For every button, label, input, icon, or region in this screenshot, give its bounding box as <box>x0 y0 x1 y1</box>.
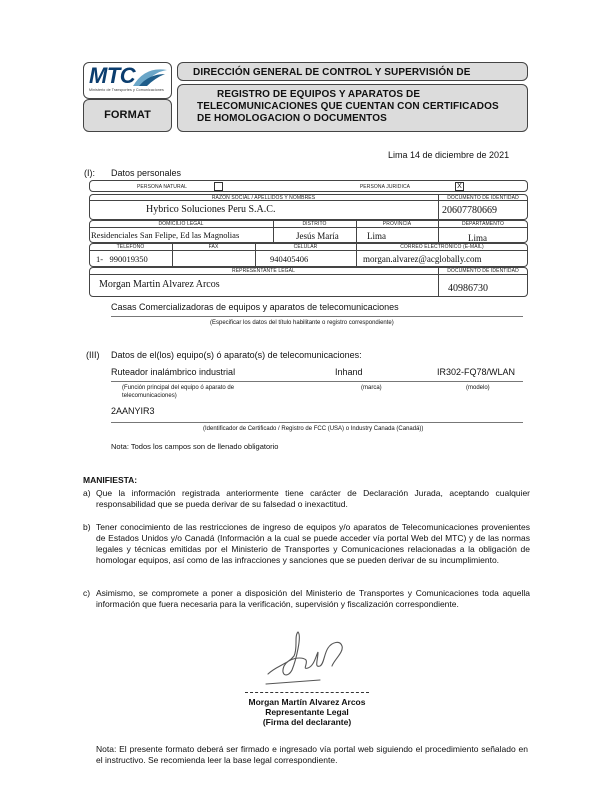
domicilio-label: DOMICILIO LEGAL <box>158 221 204 227</box>
equipment-underline <box>111 381 523 382</box>
section1-title: Datos personales <box>111 168 182 178</box>
title-line-1: REGISTRO DE EQUIPOS Y APARATOS DE <box>217 89 421 100</box>
document-date: Lima 14 de diciembre de 2021 <box>388 150 510 160</box>
provincia-value: Lima <box>367 231 386 241</box>
item-b-text: Tener conocimiento de las restricciones de ingreso de equipos y/o aparatos de Telecomunicaciones provenientes de Estados Unidos y/o Canadá (Información a la cual se puede acceder vía portal Web del MTC) y de las normas legales y técnicas emitidas por el Ministerio de Transportes y Comunicaciones relacionadas a la obligación de homologar equipos, así como de las infracciones y sanciones que se pueden derivar de su incumplimiento. <box>96 522 530 565</box>
section3-number: (III) <box>86 350 100 360</box>
certificate-id: 2AANYIR3 <box>111 406 155 416</box>
departamento-value: Lima <box>468 233 487 243</box>
representante-divider <box>89 274 528 275</box>
persona-natural-checkbox[interactable] <box>214 182 223 191</box>
format-label: FORMAT <box>104 109 151 121</box>
signer-note: (Firma del declarante) <box>262 717 352 727</box>
razon-social-value: Hybrico Soluciones Peru S.A.C. <box>146 204 276 215</box>
titulo-habilitante-value: Casas Comercializadoras de equipos y aparatos de telecomunicaciones <box>111 302 399 312</box>
correo-label: CORREO ELECTRÓNICO (E-MAIL) <box>400 244 484 250</box>
function-note: (Función principal del equipo ó aparato de telecomunicaciones) <box>122 385 235 399</box>
item-a-text: Que la información registrada anteriormente tiene carácter de Declaración Jurada, aceptando cualquier responsabilidad que se pueda derivar de su falsedad o inexactitud. <box>96 488 530 509</box>
signature <box>258 626 358 688</box>
razon-social-label: RAZÓN SOCIAL / APELLIDOS Y NOMBRES <box>211 195 316 201</box>
certificate-note: (Identificador de Certificado / Registro de FCC (USA) o Industry Canada (Canadá)) <box>203 426 424 432</box>
celular-value: 940405406 <box>270 254 309 264</box>
section1-number: (I): <box>84 168 95 178</box>
mandatory-note: Nota: Todos los campos son de llenado obligatorio <box>111 442 279 451</box>
equipment-brand: Inhand <box>335 367 363 377</box>
signature-line <box>245 692 369 693</box>
distrito-label: DISTRITO <box>302 221 327 227</box>
manifiesta-title: MANIFIESTA: <box>83 475 138 485</box>
titulo-note: (Especificar los datos del título habilitante o registro correspondiente) <box>210 320 394 326</box>
persona-natural-label: PERSONA NATURAL <box>136 184 188 190</box>
direction-title: DIRECCIÓN GENERAL DE CONTROL Y SUPERVISIÓN DE <box>193 67 471 78</box>
provincia-label: PROVINCIA <box>382 221 412 227</box>
telefono-label: TELÉFONO <box>116 244 145 250</box>
item-c-text: Asimismo, se compromete a poner a disposición del Ministerio de Transportes y Comunicaciones toda aquella información que fuera necesaria para la verificación, supervisión y fiscalización correspondiente. <box>96 588 530 609</box>
juridica-check-mark: X <box>457 183 462 190</box>
distrito-value: Jesús María <box>296 231 339 241</box>
item-a-label: a) <box>83 488 91 498</box>
doc-identidad-value: 20607780669 <box>442 205 497 216</box>
footer-note: Nota: El presente formato deberá ser firmado e ingresado vía portal web siguiendo el procedimiento señalado en el instructivo. Se recomienda leer la base legal correspondiente. <box>96 744 528 765</box>
title-line-3: DE HOMOLOGACION O DOCUMENTOS <box>197 113 387 124</box>
representante-label: REPRESENTANTE LEGAL <box>232 268 295 274</box>
doc-identidad-label: DOCUMENTO DE IDENTIDAD <box>447 195 519 201</box>
telefono-value: 1- 990019350 <box>96 254 148 264</box>
title-line-2: TELECOMUNICACIONES QUE CUENTAN CON CERTIFICADOS <box>197 101 499 112</box>
signer-role: Representante Legal <box>265 707 349 717</box>
signature-scribble-icon <box>258 626 358 688</box>
telefono-divider <box>89 250 528 251</box>
item-c-label: c) <box>83 588 91 598</box>
representante-value: Morgan Martin Alvarez Arcos <box>99 279 220 290</box>
brand-note: (marca) <box>361 385 382 391</box>
correo-value: morgan.alvarez@acglobally.com <box>363 254 482 264</box>
section3-title: Datos de el(los) equipo(s) ó aparato(s) de telecomunicaciones: <box>111 350 362 360</box>
fax-label: FAX <box>208 244 219 250</box>
certificate-underline <box>111 422 523 423</box>
rep-doc-value: 40986730 <box>448 283 488 294</box>
equipment-function: Ruteador inalámbrico industrial <box>111 367 236 377</box>
signer-name: Morgan Martín Alvarez Arcos <box>248 697 366 707</box>
logo-subtitle: Ministerio de Transportes y Comunicaciones <box>89 88 164 92</box>
persona-juridica-label: PERSONA JURIDICA <box>359 184 411 190</box>
domicilio-value: Residenciales San Felipe, Ed las Magnolias <box>91 230 240 240</box>
equipment-model: IR302-FQ78/WLAN <box>437 367 516 377</box>
rep-doc-label: DOCUMENTO DE IDENTIDAD <box>447 268 519 274</box>
titulo-underline <box>111 316 523 317</box>
departamento-label: DEPARTAMENTO <box>462 221 504 227</box>
logo-text: MTC <box>89 63 136 88</box>
persona-juridica-checkbox[interactable] <box>455 182 464 191</box>
item-b-label: b) <box>83 522 91 532</box>
domicilio-divider <box>89 227 528 228</box>
celular-label: CELULAR <box>293 244 318 250</box>
model-note: (modelo) <box>466 385 490 391</box>
